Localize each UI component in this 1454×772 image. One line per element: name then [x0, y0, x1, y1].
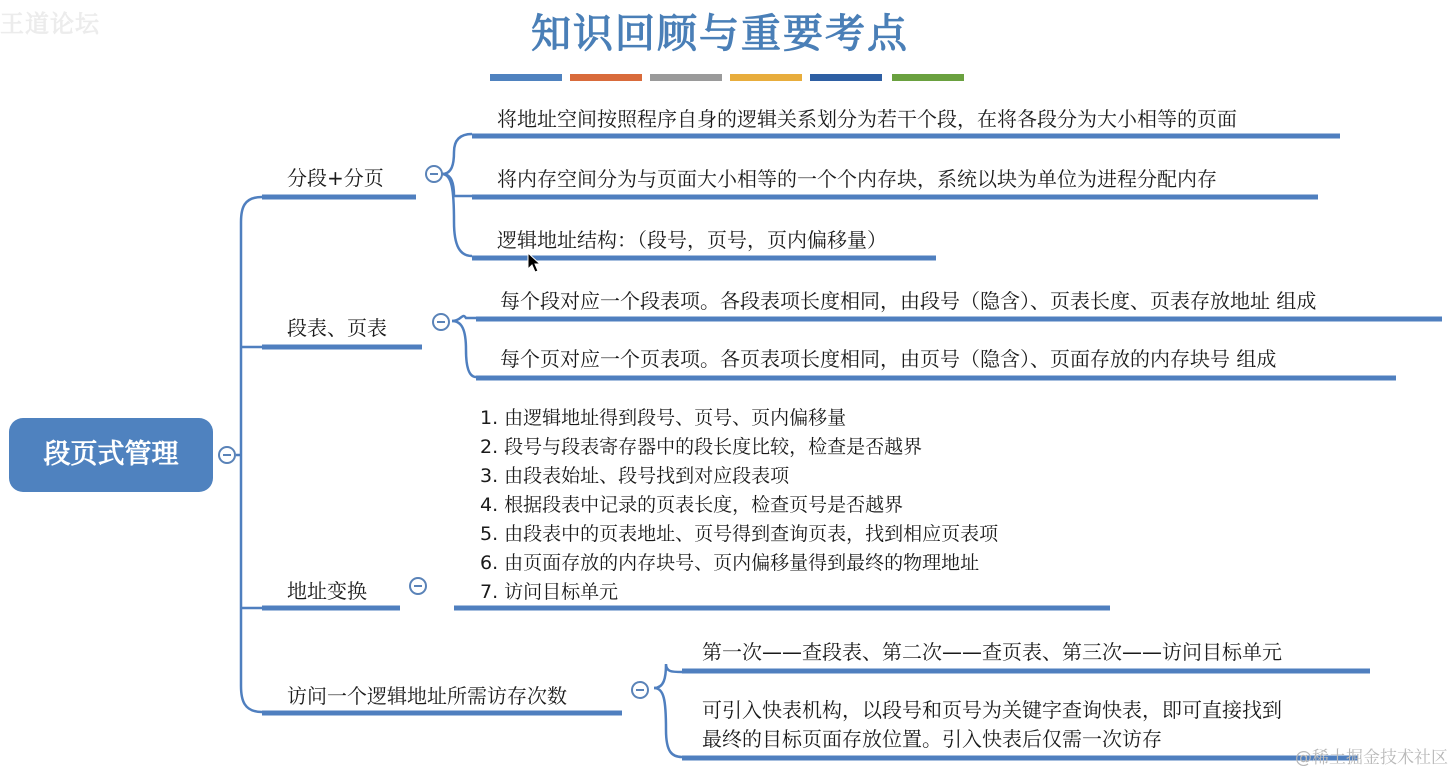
branch-segpage-label[interactable]: 分段+分页 — [287, 166, 384, 190]
translate-step-7: 7. 访问目标单元 — [480, 581, 619, 603]
access-collapse-icon[interactable] — [631, 681, 649, 699]
mouse-cursor-icon — [527, 252, 541, 274]
access-item-2-line-2: 最终的目标页面存放位置。引入快表后仅需一次访存 — [702, 727, 1162, 751]
branch-access-label[interactable]: 访问一个逻辑地址所需访存次数 — [287, 684, 567, 708]
page-title: 知识回顾与重要考点 — [531, 11, 909, 57]
root-node[interactable]: 段页式管理 — [9, 418, 213, 492]
segpage-item-1: 将地址空间按照程序自身的逻辑关系划分为若干个段，在将各段分为大小相等的页面 — [497, 107, 1237, 131]
tables-item-1: 每个段对应一个段表项。各段表项长度相同，由段号（隐含）、页表长度、页表存放地址 组成 — [500, 289, 1317, 313]
root-collapse-icon[interactable] — [218, 446, 236, 464]
tables-item-2: 每个页对应一个页表项。各页表项长度相同，由页号（隐含）、页面存放的内存块号 组成 — [500, 347, 1277, 371]
translate-collapse-icon[interactable] — [409, 577, 427, 595]
translate-step-4: 4. 根据段表中记录的页表长度，检查页号是否越界 — [480, 494, 904, 516]
segpage-collapse-icon[interactable] — [425, 165, 443, 183]
translate-step-3: 3. 由段表始址、段号找到对应段表项 — [480, 465, 790, 487]
watermark-top-left: 王道论坛 — [0, 10, 100, 38]
access-item-2-line-1: 可引入快表机构，以段号和页号为关键字查询快表，即可直接找到 — [702, 698, 1282, 722]
tables-collapse-icon[interactable] — [432, 313, 450, 331]
translate-step-6: 6. 由页面存放的内存块号、页内偏移量得到最终的物理地址 — [480, 552, 980, 574]
translate-step-5: 5. 由段表中的页表地址、页号得到查询页表，找到相应页表项 — [480, 523, 999, 545]
access-item-1: 第一次——查段表、第二次——查页表、第三次——访问目标单元 — [702, 640, 1282, 664]
translate-step-1: 1. 由逻辑地址得到段号、页号、页内偏移量 — [480, 407, 847, 429]
segpage-item-2: 将内存空间分为与页面大小相等的一个个内存块，系统以块为单位为进程分配内存 — [497, 167, 1217, 191]
branch-translate-label[interactable]: 地址变换 — [287, 579, 367, 603]
branch-tables-label[interactable]: 段表、页表 — [287, 316, 387, 340]
watermark-bottom-right: @稀土掘金技术社区 — [1295, 748, 1448, 768]
translate-step-2: 2. 段号与段表寄存器中的段长度比较，检查是否越界 — [480, 436, 923, 458]
segpage-item-3: 逻辑地址结构：（段号，页号，页内偏移量） — [497, 228, 887, 252]
